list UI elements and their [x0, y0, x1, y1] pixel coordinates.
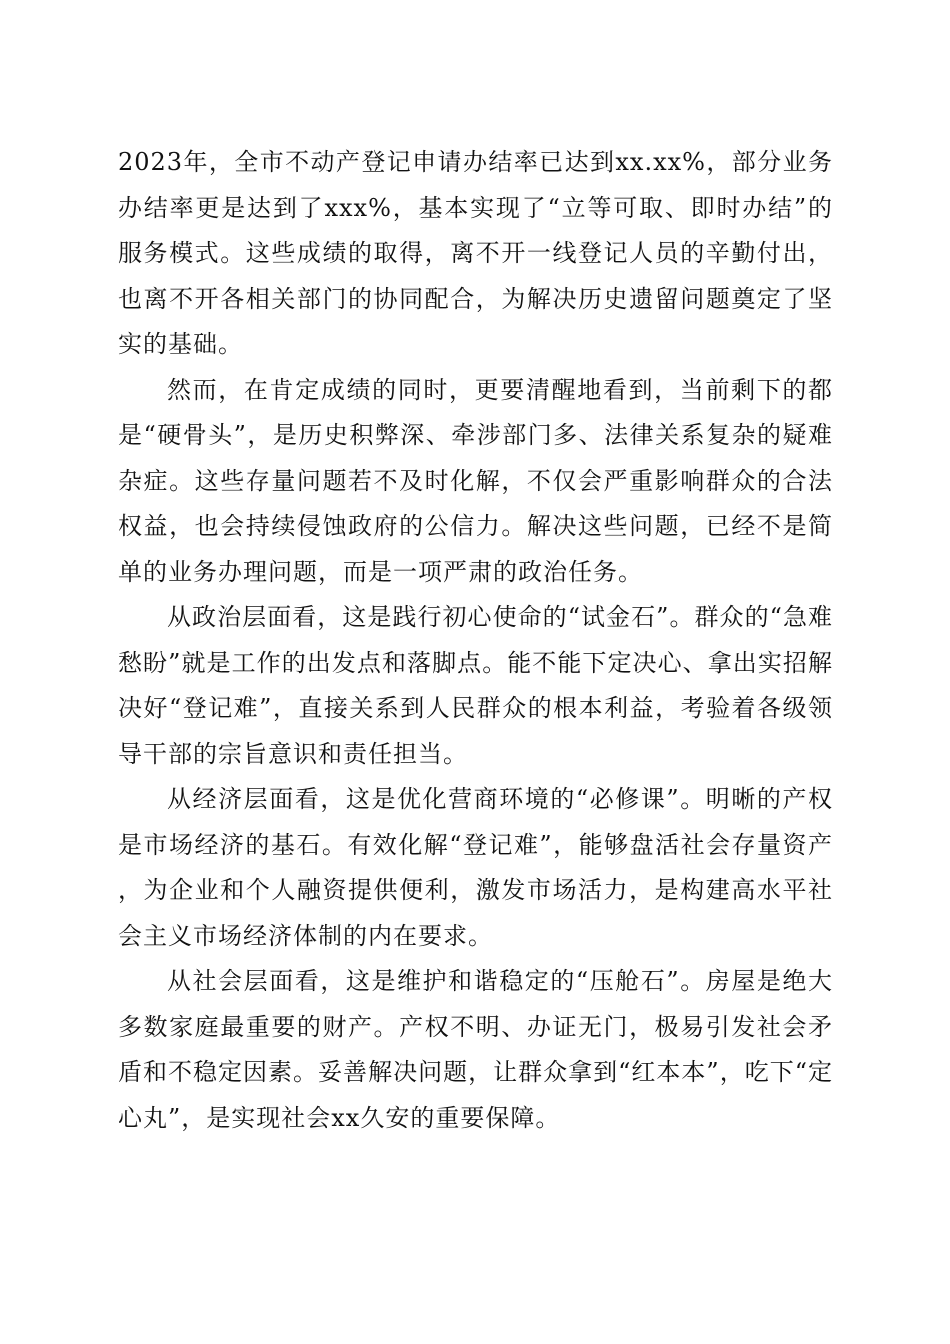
document-body [118, 140, 833, 1141]
paragraph-achievements: 2023年，全市不动产登记申请办结率已达到xx.xx%，部分业务办结率更是达到了xxx%，基本实现了“立等可取、即时办结”的服务模式。这些成绩的取得，离不开一线登记人员的辛勤付出，也离不开各相关部门的协同配合，为解决历史遗留问题奠定了坚实的基础。 [118, 148, 833, 358]
paragraph-economic: 从经济层面看，这是优化营商环境的“必修课”。明晰的产权是市场经济的基石。有效化解“登记难”，能够盘活社会存量资产，为企业和个人融资提供便利，激发市场活力，是构建高水平社会主义市场经济体制的内在要求。 [118, 785, 833, 950]
paragraph-political: 从政治层面看，这是践行初心使命的“试金石”。群众的“急难愁盼”就是工作的出发点和落脚点。能不能下定决心、拿出实招解决好“登记难”，直接关系到人民群众的根本利益，考验着各级领导干部的宗旨意识和责任担当。 [118, 603, 833, 768]
paragraph-social: 从社会层面看，这是维护和谐稳定的“压舱石”。房屋是绝大多数家庭最重要的财产。产权不明、办证无门，极易引发社会矛盾和不稳定因素。妥善解决问题，让群众拿到“红本本”，吃下“定心丸”，是实现社会xx久安的重要保障。 [118, 967, 833, 1132]
paragraph-challenges: 然而，在肯定成绩的同时，更要清醒地看到，当前剩下的都是“硬骨头”，是历史积弊深、牵涉部门多、法律关系复杂的疑难杂症。这些存量问题若不及时化解，不仅会严重影响群众的合法权益，也会持续侵蚀政府的公信力。解决这些问题，已经不是简单的业务办理问题，而是一项严肃的政治任务。 [118, 375, 833, 586]
